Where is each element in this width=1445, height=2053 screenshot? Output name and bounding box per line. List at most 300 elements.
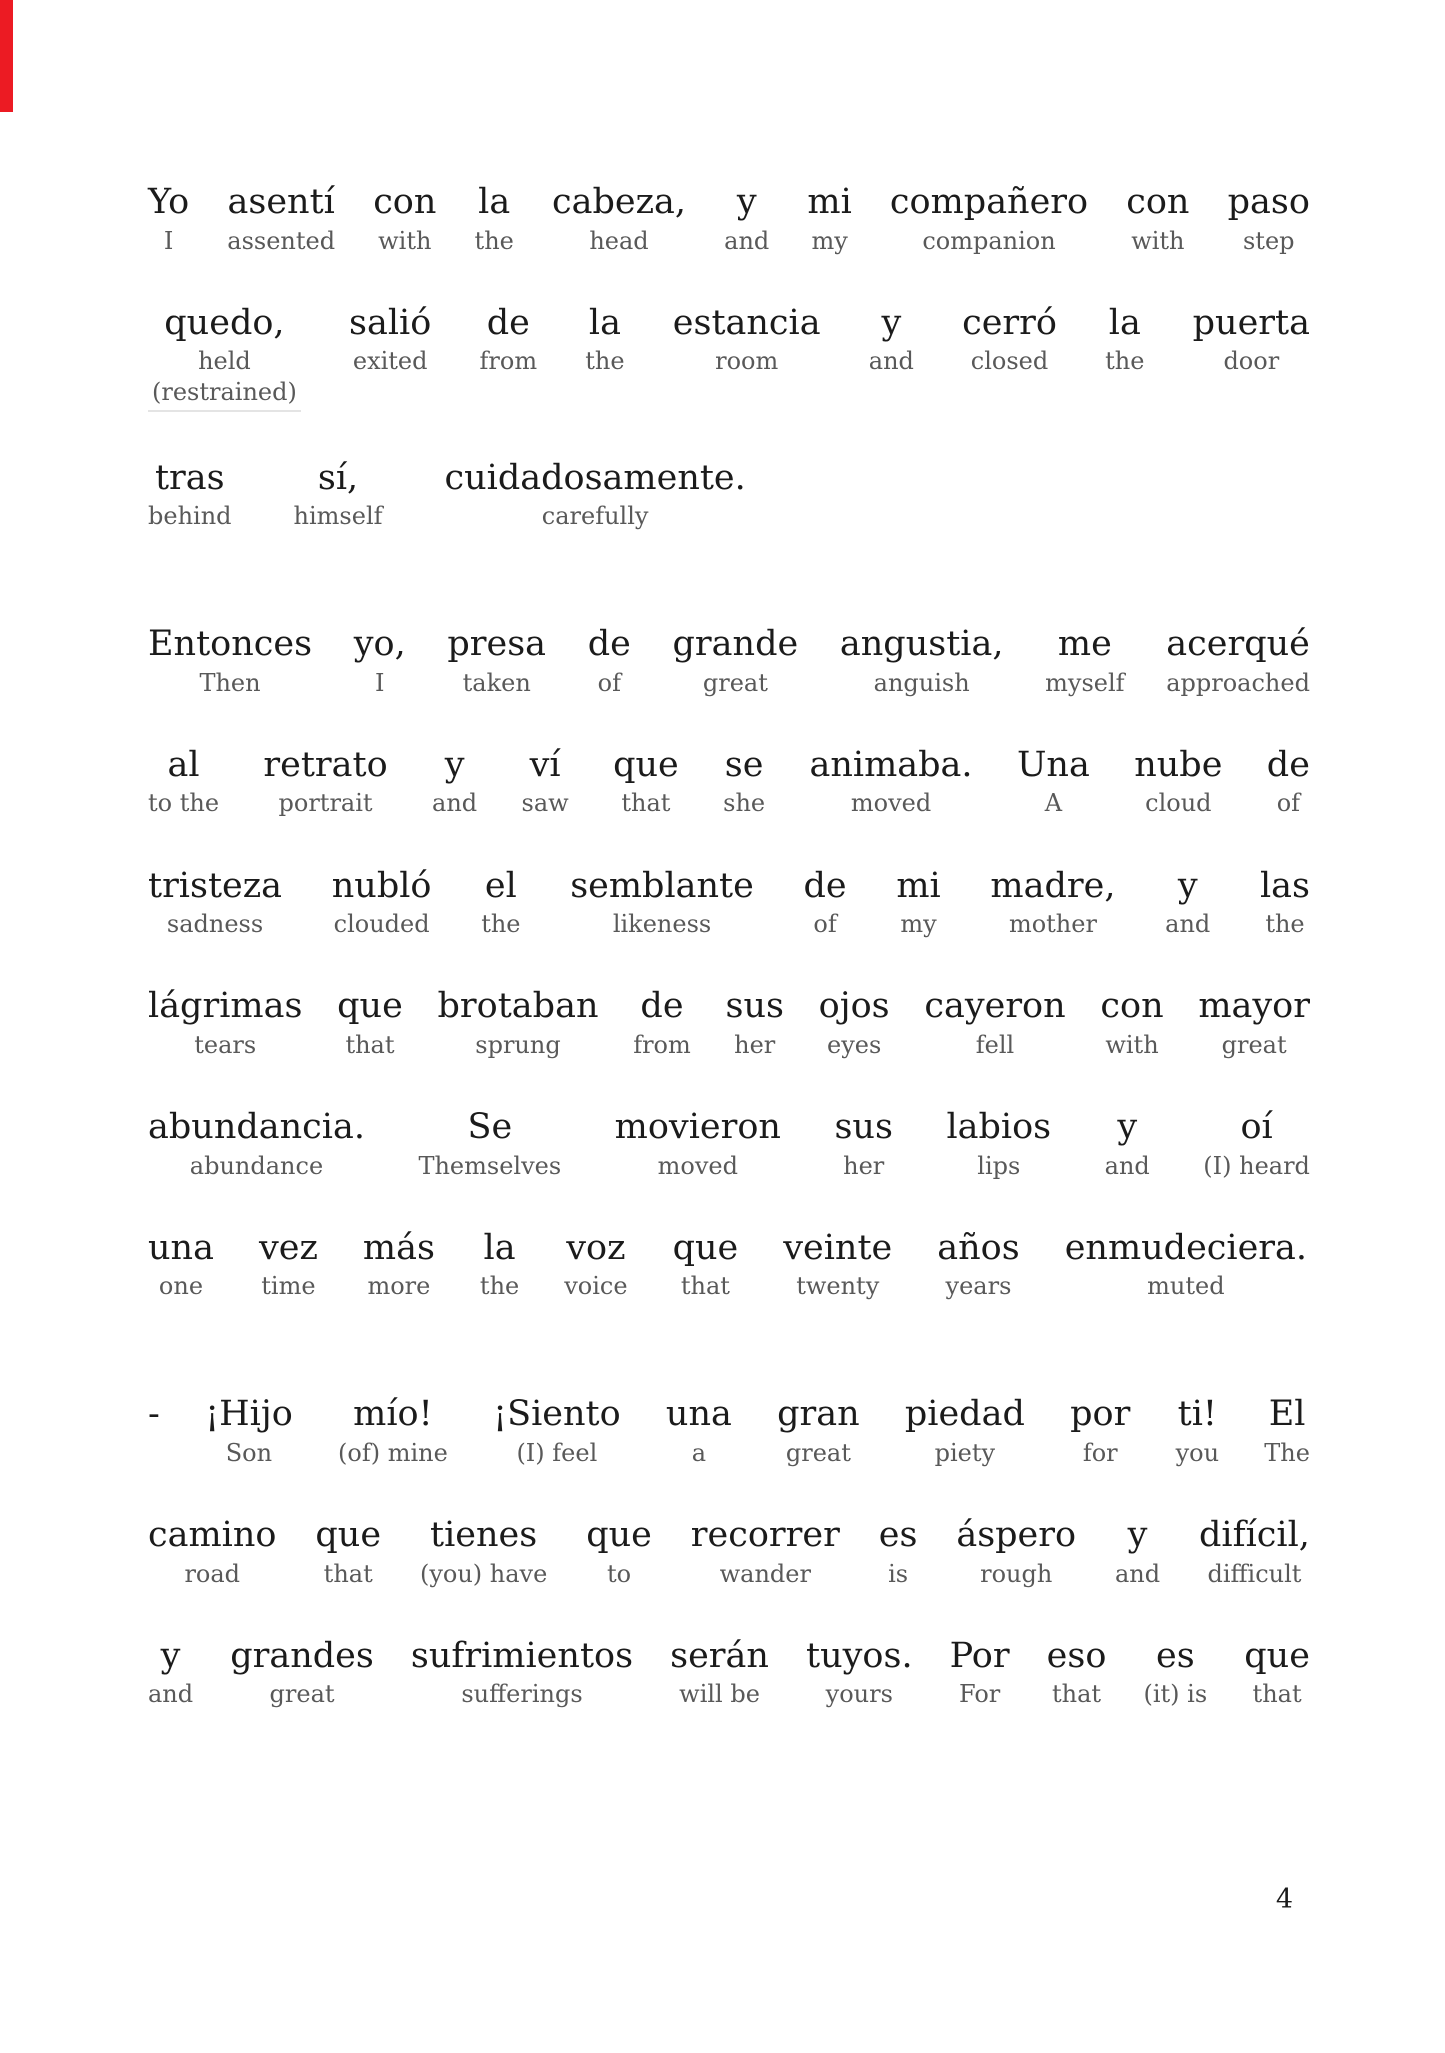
interlinear-line <box>148 180 1310 257</box>
gloss-word: one <box>158 1272 204 1301</box>
word-pair <box>804 864 847 941</box>
word-pair <box>438 984 599 1061</box>
source-word: y <box>444 744 465 785</box>
gloss-word: door <box>1223 347 1280 376</box>
gloss-word: with <box>378 226 432 255</box>
word-pair <box>338 1392 448 1469</box>
source-word: y <box>1127 1515 1148 1556</box>
gloss-word: A <box>1044 789 1063 818</box>
word-pair <box>937 1226 1019 1303</box>
gloss-word: that <box>621 789 671 818</box>
source-word: y <box>1177 865 1198 906</box>
word-pair <box>1105 301 1144 378</box>
source-word: nube <box>1134 744 1223 785</box>
gloss-word: more <box>367 1272 431 1301</box>
gloss-word: mother <box>1008 910 1097 939</box>
source-word: compañero <box>889 182 1089 222</box>
gloss-word: clouded <box>333 910 430 939</box>
word-pair <box>148 1105 365 1182</box>
word-pair <box>890 180 1088 257</box>
source-word: movieron <box>614 1107 781 1147</box>
source-word: Por <box>949 1635 1010 1676</box>
gloss-word: anguish <box>873 668 970 697</box>
gloss-word: held <box>198 347 251 376</box>
paragraph <box>148 180 1310 532</box>
gloss-word: and <box>868 347 914 376</box>
gloss-word: exited <box>352 347 428 376</box>
gloss-word: muted <box>1147 1272 1225 1301</box>
word-pair <box>586 1513 652 1590</box>
source-word: oí <box>1240 1107 1273 1147</box>
source-word: y <box>881 302 902 343</box>
gloss-word: (I) feel <box>516 1438 598 1467</box>
word-pair <box>673 1226 739 1303</box>
word-pair <box>1017 743 1090 820</box>
gloss-word: is <box>888 1559 909 1588</box>
source-word: por <box>1070 1394 1131 1435</box>
word-pair <box>349 301 431 378</box>
gloss-word: my <box>811 226 848 255</box>
word-pair <box>990 864 1115 941</box>
word-pair <box>723 743 765 820</box>
word-pair <box>148 456 232 533</box>
word-pair <box>673 301 821 378</box>
gloss-word: her <box>734 1030 776 1059</box>
gloss-word: from <box>633 1030 691 1059</box>
gloss-word: tears <box>194 1030 257 1059</box>
interlinear-line <box>148 1392 1310 1469</box>
source-word: que <box>586 1515 652 1556</box>
gloss-word: The <box>1264 1438 1310 1467</box>
word-pair <box>481 864 520 941</box>
source-word: mi <box>896 865 941 906</box>
page-number: 4 <box>1275 1884 1293 1915</box>
gloss-word: with <box>1131 226 1185 255</box>
word-pair <box>354 622 406 699</box>
gloss-word: the <box>1265 910 1305 939</box>
source-word: enmudeciera. <box>1064 1227 1308 1268</box>
word-pair <box>633 984 691 1061</box>
word-pair <box>411 1634 633 1711</box>
source-word: angustia, <box>839 624 1004 665</box>
word-pair <box>819 984 890 1061</box>
word-pair <box>227 180 335 257</box>
gloss-word: (it) is <box>1143 1680 1208 1709</box>
source-word: más <box>362 1227 435 1268</box>
gloss-word: the <box>481 910 521 939</box>
word-pair <box>1198 984 1310 1061</box>
word-pair <box>564 1226 627 1303</box>
source-word: de <box>1266 744 1310 785</box>
source-word: Yo <box>148 182 190 222</box>
source-word: salió <box>349 302 432 343</box>
source-word: asentí <box>227 182 335 222</box>
gloss-word: and <box>724 226 770 255</box>
word-pair <box>896 864 940 941</box>
source-word: vez <box>258 1227 318 1268</box>
word-pair <box>1144 1634 1208 1711</box>
word-pair <box>230 1634 374 1711</box>
source-word: mayor <box>1198 986 1310 1027</box>
gloss-word: for <box>1082 1438 1118 1467</box>
word-pair <box>1115 1513 1160 1590</box>
gloss-word: of <box>813 910 837 939</box>
gloss-word: voice <box>564 1272 628 1301</box>
word-pair <box>724 180 769 257</box>
gloss-word: that <box>680 1272 730 1301</box>
source-word: sus <box>725 986 784 1027</box>
word-pair <box>783 1226 892 1303</box>
source-word: una <box>148 1227 214 1268</box>
gloss-word: that <box>323 1559 373 1588</box>
word-pair <box>148 1513 276 1590</box>
word-pair <box>1100 984 1163 1061</box>
word-pair <box>420 1513 547 1590</box>
source-word: El <box>1268 1394 1306 1435</box>
source-word: eso <box>1046 1635 1107 1676</box>
gloss-word: room <box>715 347 779 376</box>
word-pair <box>259 1226 318 1303</box>
gloss-word: that <box>1252 1680 1302 1709</box>
source-word: ti! <box>1177 1394 1217 1435</box>
word-pair <box>480 301 538 378</box>
gloss-word: and <box>1114 1559 1161 1588</box>
word-pair <box>615 1105 781 1182</box>
source-word: que <box>337 986 403 1027</box>
gloss-word: her <box>843 1151 885 1180</box>
source-word: abundancia. <box>148 1107 365 1147</box>
source-word: de <box>640 986 684 1027</box>
gloss-word: my <box>900 910 937 939</box>
gloss-word: will be <box>679 1680 760 1709</box>
word-pair <box>148 984 302 1061</box>
source-word: y <box>1117 1107 1138 1147</box>
word-pair <box>445 456 746 533</box>
source-word: que <box>1244 1635 1310 1676</box>
gloss-word: I <box>163 226 174 255</box>
gloss-word: time <box>261 1272 316 1301</box>
source-word: tuyos. <box>806 1635 913 1676</box>
interlinear-line <box>148 301 1310 412</box>
source-word: cerró <box>962 302 1057 343</box>
source-word: animaba. <box>809 744 973 785</box>
word-pair <box>869 301 914 378</box>
gloss-word: head <box>589 226 649 255</box>
word-pair <box>1193 301 1310 378</box>
word-pair <box>670 1634 769 1711</box>
source-word: semblante <box>570 865 754 906</box>
word-pair <box>946 1105 1051 1182</box>
source-word: puerta <box>1192 302 1310 343</box>
gloss-word: carefully <box>541 502 649 531</box>
word-pair <box>1267 743 1310 820</box>
source-word: es <box>1155 1635 1195 1676</box>
interlinear-line <box>148 1226 1310 1303</box>
word-pair <box>725 984 783 1061</box>
source-word: sus <box>834 1107 893 1147</box>
gloss-word: that <box>1052 1680 1102 1709</box>
word-pair <box>148 301 301 412</box>
gloss-word: difficult <box>1207 1559 1302 1588</box>
source-word: la <box>478 182 511 222</box>
source-word: lágrimas <box>148 986 303 1027</box>
gloss-word: saw <box>521 789 569 818</box>
word-pair <box>1203 1105 1310 1182</box>
source-word: me <box>1057 624 1112 665</box>
paragraph <box>148 622 1310 1302</box>
source-word: sufrimientos <box>410 1635 634 1676</box>
gloss-word: sadness <box>166 910 264 939</box>
word-pair <box>810 743 973 820</box>
gloss-word: great <box>1221 1030 1287 1059</box>
gloss-word: himself <box>293 502 383 531</box>
word-pair <box>1047 1634 1107 1711</box>
gloss-word: that <box>345 1030 395 1059</box>
gloss-word: companion <box>922 226 1056 255</box>
source-word: al <box>167 744 200 785</box>
word-pair <box>475 180 514 257</box>
gloss-word: years <box>945 1272 1012 1301</box>
source-word: veinte <box>783 1227 893 1268</box>
source-word: brotaban <box>437 986 599 1027</box>
word-pair <box>1045 622 1124 699</box>
gloss-word: the <box>474 226 514 255</box>
extra-gloss-word: (restrained) <box>148 377 301 411</box>
source-word: presa <box>447 624 547 665</box>
source-word: mío! <box>353 1394 433 1435</box>
word-pair <box>834 1105 892 1182</box>
word-pair <box>1126 180 1189 257</box>
source-word: ojos <box>818 986 890 1027</box>
word-pair <box>956 1513 1076 1590</box>
gloss-word: to <box>607 1559 632 1588</box>
gloss-word: piety <box>934 1438 996 1467</box>
source-word: de <box>587 624 631 665</box>
source-word: grandes <box>230 1635 374 1676</box>
word-pair <box>148 180 189 257</box>
word-pair <box>148 1226 214 1303</box>
gloss-word: abundance <box>189 1151 324 1180</box>
gloss-word: she <box>723 789 766 818</box>
source-word: tras <box>154 457 225 498</box>
source-word: con <box>1100 986 1164 1027</box>
gloss-word: and <box>148 1680 194 1709</box>
gloss-word: and <box>432 789 478 818</box>
source-word: la <box>588 302 621 343</box>
source-word: con <box>1126 182 1190 222</box>
word-pair <box>552 180 686 257</box>
gloss-word: (of) mine <box>338 1438 448 1467</box>
source-word: el <box>484 865 517 906</box>
gloss-word: sprung <box>475 1030 561 1059</box>
word-pair <box>613 743 679 820</box>
word-pair <box>363 1226 435 1303</box>
gloss-word: approached <box>1166 668 1310 697</box>
gloss-word: from <box>479 347 538 376</box>
source-word: tristeza <box>148 865 283 906</box>
word-pair <box>588 622 631 699</box>
word-pair <box>905 1392 1025 1469</box>
gloss-word: I <box>374 668 385 697</box>
source-word: se <box>724 744 764 785</box>
word-pair <box>570 864 754 941</box>
word-pair <box>148 864 282 941</box>
source-word: - <box>148 1394 160 1435</box>
source-word: grande <box>672 624 799 665</box>
word-pair <box>337 984 403 1061</box>
word-pair <box>777 1392 860 1469</box>
gloss-word: moved <box>850 789 932 818</box>
word-pair <box>950 1634 1010 1711</box>
interlinear-line <box>148 984 1310 1061</box>
source-word: difícil, <box>1199 1515 1310 1556</box>
source-word: cayeron <box>924 986 1066 1027</box>
source-word: recorrer <box>690 1515 840 1556</box>
source-word: ¡Hijo <box>205 1394 293 1435</box>
source-word: cabeza, <box>551 182 687 222</box>
gloss-word: cloud <box>1145 789 1212 818</box>
reading-position-marker <box>0 0 13 112</box>
source-word: retrato <box>263 744 388 785</box>
word-pair <box>879 1513 918 1590</box>
gloss-word: rough <box>980 1559 1053 1588</box>
gloss-word: great <box>702 668 768 697</box>
word-pair <box>585 301 624 378</box>
word-pair <box>1199 1513 1310 1590</box>
word-pair <box>1176 1392 1219 1469</box>
gloss-word: with <box>1105 1030 1159 1059</box>
interlinear-line <box>148 622 1310 699</box>
source-word: tienes <box>430 1515 538 1556</box>
source-word: ví <box>529 744 561 785</box>
word-pair <box>806 1634 913 1711</box>
source-word: Se <box>467 1107 513 1147</box>
word-pair <box>294 456 383 533</box>
word-pair <box>840 622 1004 699</box>
source-word: madre, <box>990 865 1116 906</box>
word-pair <box>1228 180 1310 257</box>
word-pair <box>673 622 799 699</box>
word-pair <box>1065 1226 1307 1303</box>
word-pair <box>418 1105 561 1182</box>
gloss-word: road <box>184 1559 241 1588</box>
word-pair <box>1244 1634 1310 1711</box>
gloss-word: behind <box>148 502 232 531</box>
source-word: de <box>486 302 530 343</box>
interlinear-line <box>148 1105 1310 1182</box>
gloss-word: the <box>1105 347 1145 376</box>
gloss-word: For <box>958 1680 1001 1709</box>
word-pair <box>807 180 851 257</box>
gloss-word: a <box>691 1438 707 1467</box>
word-pair <box>432 743 477 820</box>
word-pair <box>1070 1392 1130 1469</box>
source-word: yo, <box>353 624 406 665</box>
gloss-word: of <box>597 668 621 697</box>
gloss-word: and <box>1104 1151 1150 1180</box>
gloss-word: to the <box>148 789 220 818</box>
word-pair <box>205 1392 293 1469</box>
word-pair <box>924 984 1065 1061</box>
word-pair <box>666 1392 732 1469</box>
gloss-word: the <box>479 1272 520 1301</box>
word-pair <box>1264 1392 1310 1469</box>
gloss-word: myself <box>1045 668 1125 697</box>
source-word: estancia <box>672 302 821 343</box>
source-word: de <box>803 865 847 906</box>
word-pair <box>148 1634 193 1711</box>
gloss-word: assented <box>227 226 336 255</box>
gloss-word: closed <box>970 347 1049 376</box>
interlinear-line <box>148 864 1310 941</box>
gloss-word: likeness <box>612 910 712 939</box>
word-pair <box>148 743 219 820</box>
gloss-word: step <box>1242 226 1295 255</box>
gloss-word: eyes <box>827 1030 882 1059</box>
source-word: que <box>315 1515 382 1556</box>
source-word: con <box>373 182 437 222</box>
source-word: camino <box>148 1515 277 1556</box>
word-pair <box>1134 743 1222 820</box>
gloss-word: (I) heard <box>1203 1151 1310 1180</box>
gloss-word: yours <box>825 1680 893 1709</box>
gloss-word: twenty <box>796 1272 880 1301</box>
source-word: y <box>736 182 757 222</box>
interlinear-line <box>148 1634 1310 1711</box>
gloss-word: taken <box>462 668 531 697</box>
interlinear-line <box>148 743 1310 820</box>
word-pair <box>332 864 432 941</box>
word-pair <box>480 1226 519 1303</box>
source-word: que <box>613 744 679 785</box>
source-word: cuidadosamente. <box>444 457 746 498</box>
gloss-word: great <box>269 1680 335 1709</box>
source-word: la <box>483 1227 516 1268</box>
interlinear-content <box>148 180 1310 1800</box>
source-word: la <box>1108 302 1141 343</box>
source-word: gran <box>777 1394 860 1435</box>
source-word: sí, <box>317 457 359 498</box>
gloss-word: and <box>1165 910 1211 939</box>
gloss-word: portrait <box>278 789 373 818</box>
source-word: áspero <box>956 1515 1077 1556</box>
word-pair <box>148 622 312 699</box>
source-word: años <box>937 1227 1020 1268</box>
word-pair <box>1166 622 1310 699</box>
source-word: labios <box>946 1107 1052 1147</box>
gloss-word: great <box>785 1438 851 1467</box>
gloss-word: Themselves <box>418 1151 562 1180</box>
word-pair <box>1260 864 1310 941</box>
gloss-word: wander <box>719 1559 811 1588</box>
word-pair <box>962 301 1057 378</box>
source-word: paso <box>1227 182 1310 222</box>
word-pair <box>1105 1105 1150 1182</box>
source-word: ¡Siento <box>493 1394 621 1435</box>
word-pair <box>148 1392 160 1438</box>
source-word: voz <box>566 1227 626 1268</box>
word-pair <box>315 1513 381 1590</box>
word-pair <box>522 743 569 820</box>
source-word: serán <box>670 1635 769 1676</box>
gloss-word: lips <box>977 1151 1021 1180</box>
source-word: quedo, <box>164 302 285 343</box>
source-word: nubló <box>331 865 432 906</box>
interlinear-line <box>148 456 1310 533</box>
gloss-word: moved <box>657 1151 738 1180</box>
word-pair <box>447 622 546 699</box>
source-word: mi <box>807 182 852 222</box>
